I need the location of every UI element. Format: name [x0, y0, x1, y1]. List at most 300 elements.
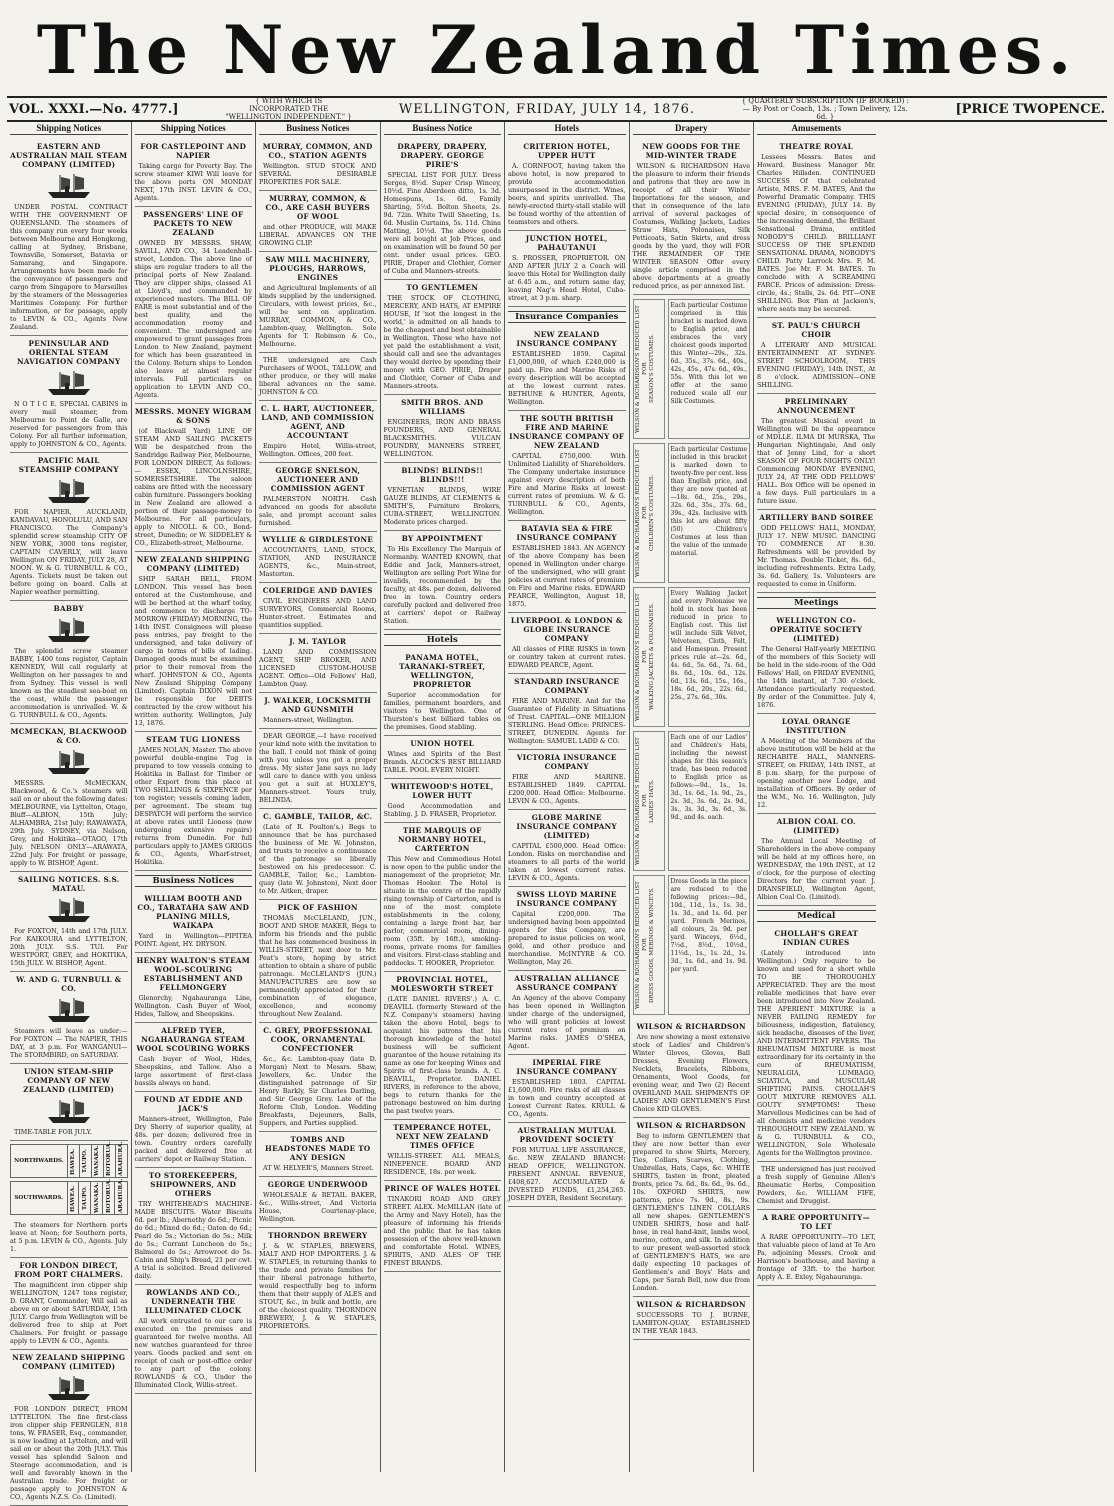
dateline-bar: [7, 98, 1107, 122]
advertisement: [135, 404, 253, 552]
advertisement: [135, 1285, 253, 1394]
reduced-list-block: [633, 443, 751, 583]
advertisement: [508, 139, 626, 231]
ad-body: For FOXTON, 14th and 17th JULY. For KAIKOURA and LYTTELTON, 20th JULY. S.S. TUI. For WESTPORT, GREY, and HOKITIKA, 15th JULY. W. BISHOP, Agent.: [10, 927, 128, 967]
ad-title: MCMECKAN, BLACKWOOD & CO.: [10, 727, 127, 745]
newspaper-title: The New Zealand Times.: [36, 11, 1078, 89]
ad-body: ACCOUNTANTS, LAND, STOCK, STATION, AND INSURANCE AGENTS, &c., Main-street, Masterton.: [259, 546, 377, 578]
reduced-list-side-label: [633, 443, 665, 583]
advertisement: [259, 353, 377, 401]
advertisement: [135, 1023, 253, 1092]
advertisement: [259, 583, 377, 634]
advertisement: [10, 139, 128, 336]
reduced-list-block: [633, 875, 751, 1015]
advertisement: [384, 1181, 502, 1272]
masthead: [7, 4, 1107, 98]
ad-title: NEW ZEALAND SHIPPING COMPANY (LIMITED): [136, 555, 250, 573]
ad-title: PROVINCIAL HOTEL, MOLESWORTH STREET: [390, 975, 494, 993]
ad-title: WHITEWOOD'S HOTEL, LOWER HUTT: [390, 782, 494, 800]
ad-title: ALBION COAL CO. (LIMITED): [776, 817, 856, 835]
ad-title: C. GREY, PROFESSIONAL COOK, ORNAMENTAL CONFECTIONER: [263, 1026, 373, 1053]
ad-body: All classes of FIRE RISKS in town or country taken at current rates. EDWARD PEARCE, Agent.: [508, 645, 626, 669]
ad-title: VICTORIA INSURANCE COMPANY: [516, 753, 617, 771]
ad-body: The splendid screw steamer BABBY, 1400 tons register, Captain KENNEDY, Will call regularly at Wellington on her passages to and from Sydney. This vessel is well known as the steadiest sea-boat on the coast, while the passenger accommodation is unrivalled. W. & G. TURNBULL & CO., Agents.: [10, 647, 128, 719]
ad-title: ARTILLERY BAND SOIREE: [759, 513, 874, 522]
advertisement: [757, 613, 876, 714]
ad-title: JUNCTION HOTEL, PAHAUTANUI: [525, 234, 608, 252]
ad-title: TOMBS AND HEADSTONES MADE TO ANY DESIGN: [265, 1135, 371, 1162]
ad-title: PANAMA HOTEL, TARANAKI-STREET, WELLINGTON, PROPRIETOR: [399, 653, 486, 689]
ad-title: WILLIAM BOOTH AND CO., TARATAHA SAW AND PLANING MILLS, WAIKAPA: [137, 894, 250, 930]
advertisement: [757, 510, 876, 593]
ad-body: A LITERARY AND MUSICAL ENTERTAINMENT AT SYDNEY-STREET SCHOOLROOM, THIS EVENING (FRIDAY), 14th INST., At 8 o'clock. ADMISSION—ONE SHILLING.: [757, 341, 876, 389]
incorporated-note: { WITH WHICH IS INCORPORATED THE "WELLINGTON INDEPENDENT." }: [225, 97, 352, 121]
side-label-item: CHILDREN'S COSTUMES.: [648, 474, 655, 552]
ad-title: CRITERION HOTEL, UPPER HUTT: [523, 142, 611, 160]
ad-body: WHOLESALE & RETAIL BAKER, &c., Willis-street, And Victoria House, Courtenay-place, Wellington.: [259, 1191, 377, 1223]
advertisement: [384, 395, 502, 463]
advertisement: [384, 779, 502, 823]
column-heading: Business Notices: [259, 124, 377, 135]
ad-title: BABBY: [53, 604, 84, 613]
columns: [7, 122, 1107, 1501]
ad-body: JAMES NOLAN, Master. The above powerful double-engine Tug is prepared to tow vessels coming to Hokitika in Ballast for Timber or other Export from this place at TWO SHILLINGS & SIXPENCE per ton register; vessels coming laden, per agreement. The steam tug DESPATCH will perform the service at above rates until Lioness (now undergoing extensive repairs) returns from Dunedin. For full particulars apply to JAMES GRIGGS & CO., Agents, Wharf-street, Hokitika.: [134, 746, 252, 866]
ad-body: (LATE DANIEL RIVERS'.) A. C. DEAVILL (formerly Steward of the N.Z. Company's steamers) having taken the above Hotel, begs to acquaint his patrons that his thorough knowledge of the hotel business will be sufficient guarantee of the house retaining its name as one for keeping Wines and Spirits of first-class brands. A. C. DEAVILL, Proprietor. DANIEL RIVERS, in reference to the above, begs to return thanks for the patronage bestowed on him during the past twelve years.: [383, 995, 501, 1115]
ad-title: IMPERIAL FIRE INSURANCE COMPANY: [516, 1058, 617, 1076]
ad-title: NEW ZEALAND INSURANCE COMPANY: [516, 330, 617, 348]
ad-title: PICK OF FASHION: [277, 903, 358, 912]
timetable-direction: NORTHWARDS.: [11, 1145, 68, 1178]
ship-icon: [46, 1097, 92, 1125]
column-heading: Drapery: [633, 124, 751, 135]
side-label-prefix: WILSON & RICHARDSON'S REDUCED LIST FOR: [634, 449, 648, 577]
ad-title: THEATRE ROYAL: [779, 142, 854, 151]
column-heading: Amusements: [757, 124, 876, 135]
ad-title: UNION HOTEL: [410, 739, 475, 748]
advertisement: [384, 280, 502, 395]
ad-body: Superior accommodation for families, permanent boarders, and visitors to Wellington. One of Thurston's best billiard tables on the premises. Good stabling.: [383, 691, 501, 731]
advertisement: [135, 552, 253, 732]
reduced-list-block: [633, 731, 751, 871]
ad-body: MESSRS. McMECKAN, Blackwood, & Co.'s steamers will sail on or about the following dates: MELBOURNE, via Lyttelton, Otago, Bluff—ALBION, 15th July; ALHAMBRA, 21st July; RAWAWATA, 29th July. SYDNEY, via Nelson, Grey, and Hokitika—OTAGO, 17th July. NELSON ONLY—ARAWATA, 22nd July. For freight or passage, apply to W. BISHOP, Agent.: [10, 779, 128, 867]
advertisement: [384, 823, 502, 972]
ad-body: Manners-street, Wellington, Pale Dry Sherry of superior quality, at 48s. per dozen; delivered free in town. Country orders carefully packed and delivered free at carriers' depot or Railway Station.: [134, 1115, 252, 1163]
ad-title: NEW GOODS FOR THE MID-WINTER TRADE: [642, 142, 741, 160]
ad-title: TO GENTLEMEN: [406, 283, 479, 292]
advertisement: [508, 1123, 626, 1207]
ad-title: THE MARQUIS OF NORMANBY HOTEL, CARTERTON: [398, 826, 487, 853]
advertisement: [633, 1118, 751, 1297]
ad-body: A RARE OPPORTUNITY—TO LET, that valuable piece of land at Te Aro Pa, adjoining Messrs. Crook and Harrison's boathouse, and having a frontage of 33ft. to the harbor. Apply A. E. Exley, Ngahauranga.: [757, 1233, 876, 1281]
ad-body: ESTABLISHED 1859. Capital £1,000,000, of which £240,000 is paid up. Fire and Marine Risks of every description will be accepted at the lowest current rates. BETHUNE & HUNTER, Agents, Wellington.: [508, 350, 626, 406]
ad-body: (Lately introduced into Wellington.) Only require to be known and used for a short while TO BE THOROUGHLY APPRECIATED. They are the most reliable medicines that have ever been introduced into New Zealand. THE APERIENT MIXTURE is a NEVER FAILING REMEDY for biliousness, indigestion, flatulency, sick headache, diseases of the liver, AND INTERMITTENT FEVERS. The RHEUMATISM MIXTURE is most extraordinary for its certainty in the cure of RHEUMATISM, NEURALGIA, LUMBAGO, SCIATICA, and MUSCULAR SHIFTING PAINS. CHOLLAH'S GOUT MIXTURE REMOVES ALL GOUTY SYMPTOMS! These Marvellous Medicines can be had of all chemists and medicine vendors THROUGHOUT NEW ZEALAND. W. & G. TURNBULL & CO., WELLINGTON, Sole Wholesale Agents for the Wellington province.: [757, 949, 876, 1157]
timetable-ship: ROTORUA.: [103, 1182, 115, 1215]
column-4: [381, 122, 506, 1472]
ad-body: TIME-TABLE FOR JULY.: [14, 1128, 92, 1136]
ad-title: J. WALKER, LOCKSMITH AND GUNSMITH: [264, 696, 372, 714]
ad-body: ODD FELLOWS' HALL, MONDAY, JULY 17. NEW MUSIC. DANCING TO COMMENCE AT 8.30. Refreshments will be provided by Mr. Thomas. Double Ticket, 8s. 6d., including refreshments. Extra Lady, 3s. 6d. Gallery, 1s. Volunteers are requested to come in Uniform.: [757, 524, 876, 588]
ad-body: Lessees Messrs. Bates and Howard. Business Manager Mr. Charles Hillsden. CONTINUED SUCCESS Of that celebrated Artiste, MRS. F. M. BATES, And the Powerful Dramatic Company. THIS EVENING (FRIDAY), JULY 14. By special desire, in consequence of the increasing demand, the Brilliant Sensational Drama, entitled NOBODY'S CHILD. BRILLIANT SUCCESS OF THE SPLENDID SENSATIONAL DRAMA, NOBODY'S CHILD. Patty Larrock Mrs. F. M. BATES. Joe Mr. F. M. BATES. To conclude with A SCREAMING FARCE. Prices of admission: Dress-circle, 4s.; Stalls, 2s. 6d. PIT—ONE SHILLING. Box Plan at Jackson's, where seats may be secured.: [757, 153, 876, 313]
ad-title: ROWLANDS AND CO., UNDERNEATH THE ILLUMINATED CLOCK: [145, 1288, 242, 1315]
advertisement: [10, 453, 128, 601]
advertisement: [259, 463, 377, 532]
section-heading: Meetings: [757, 597, 876, 609]
reduced-list-side-label: [633, 299, 665, 439]
advertisement: [135, 1092, 253, 1168]
ad-body: and other PRODUCE, will MAKE LIBERAL ADVANCES ON THE GROWING CLIP.: [259, 223, 377, 247]
ad-title: AUSTRALIAN ALLIANCE ASSURANCE COMPANY: [514, 974, 620, 992]
ad-title: W. AND G. TURNBULL & CO.: [16, 975, 122, 993]
advertisement: [508, 327, 626, 411]
ad-body: DEAR GEORGE,—I have received your kind note with the invitation to the ball. I could not think of going with you unless you got a proper dress. My sister Jane says no lady will care to dance with you unless you get a suit at HUXLEY'S, Manners-street. Yours truly, BELINDA.: [259, 732, 377, 804]
ad-body: AT W. HELYER'S, Manners Street.: [263, 1164, 374, 1172]
advertisement: [259, 252, 377, 353]
ad-body: Taking cargo for Poverty Bay. The screw steamer KIWI Will leave for the above ports ON MONDAY NEXT, 17th INST. LEVIN & CO., Agents.: [134, 162, 252, 202]
ad-title: LIVERPOOL & LONDON & GLOBE INSURANCE COMPANY: [510, 616, 623, 643]
timetable-south: [10, 1178, 128, 1215]
advertisement: [259, 693, 377, 729]
timetable-ship: TAUPO.: [79, 1182, 91, 1215]
advertisement: [10, 1258, 128, 1350]
ad-title: UNION STEAM-SHIP COMPANY OF NEW ZEALAND (LIMITED): [23, 1067, 115, 1094]
advertisement: [508, 810, 626, 887]
advertisement: [757, 394, 876, 510]
reduced-list-text: Each particular Costume comprised in this bracket is marked down to English price, and embraces the very choicest goods imported this Winter—29s., 32s. 6d., 35s., 37s. 6d., 40s., 42s., 45s., 47s. 6d., 49s., 55s. With this lot we offer at the same reduced scale all our Silk Costumes.: [668, 299, 751, 439]
advertisement: [384, 1120, 502, 1181]
ad-body: FOR MUTUAL LIFE ASSURANCE, &c. NEW ZEALAND BRANCH: HEAD OFFICE, WELLINGTON. PRESENT ANNUAL REVENUE, £408,627. ACCUMULATED & INVESTED FUNDS, £1,254,265. JOSEPH DYER, Resident Secretary.: [508, 1146, 626, 1202]
column-3: [256, 122, 381, 1472]
ad-title: TO STOREKEEPERS, SHIPOWNERS, AND OTHERS: [148, 1171, 238, 1198]
advertisement: [10, 872, 128, 972]
advertisement: [135, 891, 253, 953]
ad-body: The Annual Local Meeting of Shareholders in the above company will be held at my offices here, on WEDNESDAY, the 19th INST., at 12 o'clock, for the purpose of electing Directors for the current year. J. DRANSFIELD, Wellington Agent, Albion Coal Co. (Limited).: [757, 837, 876, 901]
ad-body: and Agricultural Implements of all kinds supplied by the undersigned. Circulars, with lowest prices, &c., will be sent on application. MURRAY, COMMON, & CO., Lambton-quay, Wellington. Sole Agents for T. Robinson & Co., Melbourne.: [259, 284, 377, 348]
column-7: [754, 122, 879, 1472]
reduced-list-text: Dress Goods in the piece are reduced to the following prices:—9d., 10d., 11d., 1s., 1s. 3d., 1s. 3d., and 1s. 6d. per yard. French Merinos, all colours, 2s. 9d. per yard. Winceys, 6½d., 7½d., 8½d., 10½d., 11½d., 1s., 1s. 2d., 1s. 3d., 1s. 6d., and 1s. 9d. per yard.: [668, 875, 751, 1015]
ad-body: OWNED BY MESSRS. SHAW, SAVILL, AND CO., 34 Leadenhall-street, London. The above line of ships are regular traders to all the principal ports of New Zealand. They are clipper ships, classed A1 at Lloyd's, and commanded by experienced masters. The BILL OF FARE is most substantial and of the best quality, and the accommodation roomy and convenient. The undersigned are empowered to grant passages from London to New Zealand, payment for which has been guaranteed in the Colony. Return ships to London also leave at almost regular intervals. Full particulars on application to LEVIN AND CO., Agents.: [134, 239, 252, 399]
timetable-direction: SOUTHWARDS.: [11, 1182, 68, 1215]
ad-body: A. CORNFOOT, having taken the above hotel, is now prepared to provide accommodation unsurpassed in the district. Wines, beers, and spirits unrivalled. The newly-erected thirty-stall stable will be found worthy of the attention of teamsters and others.: [508, 162, 626, 226]
ad-body: THE STOCK OF CLOTHING, MERCERY, AND HATS, AT EMPIRE HOUSE, If 'not the longest in the world,' is admitted on all hands to be the cheapest and best obtainable in Wellington. Those who have not yet paid the establishment a visit, should call and see the advantages they would derive by spending their money with GEO. PIRIE, Draper and Clothier, Corner of Cuba and Manners-streets.: [383, 294, 501, 390]
ad-body: &c., &c. Lambton-quay (late D. Morgan) Next to Messrs. Shaw, Jewellers, &c. Under the distinguished patronage of Sir Henry Barkly, Sir Charles Darling, and Sir George Grey. Late of the Reform Club, London. Wedding Breakfasts, Dejeuners, Balls, Suppers, and Parties supplied.: [259, 1055, 377, 1127]
timetable-ship: ARAHURA.: [115, 1145, 127, 1178]
ad-title: C. GAMBLE, TAILOR, &C.: [263, 812, 373, 821]
ad-title: BATAVIA SEA & FIRE INSURANCE COMPANY: [516, 524, 617, 542]
advertisement: [508, 613, 626, 674]
issue-date: WELLINGTON, FRIDAY, JULY 14, 1876.: [398, 101, 696, 117]
advertisement: [259, 532, 377, 583]
subscription-note: { QUARTERLY SUBSCRIPTION (IF BOOKED) :— By Post or Coach, 13s. ; Town Delivery, 12s. 6d. }: [741, 97, 909, 121]
ad-title: EASTERN AND AUSTRALIAN MAIL STEAM COMPANY (LIMITED): [10, 142, 128, 169]
column-heading: Shipping Notices: [135, 124, 253, 135]
advertisement: [259, 809, 377, 900]
advertisement: [757, 1162, 876, 1210]
volume-number: VOL. XXXI.—No. 4777.]: [9, 101, 179, 117]
ad-body: SHIP SARAH BELL, FROM LONDON. This vessel has been entered at the Customhouse, and will be berthed at the wharf today, and commence to discharge TO-MORROW (FRIDAY) MORNING, the 14th INST. Consignees will please pass entries, pay freight to the undersigned, and take delivery of cargo in terms of bills of lading. Damaged goods must be examined prior to their removal from the wharf. JOHNSTON & CO., Agents New Zealand Shipping Company (Limited). Captain DIXON will not be responsible for DEBTS contracted by the crew without his written authority. Wellington, July 13, 1876.: [134, 575, 252, 727]
advertisement: [508, 231, 626, 307]
column-1: [7, 122, 132, 1501]
ad-title: FOR LONDON DIRECT, FROM PORT CHALMERS.: [14, 1261, 124, 1279]
ad-title: SAILING NOTICES. S.S. MATAU.: [17, 875, 120, 893]
reduced-list-block: [633, 587, 751, 727]
advertisement: [508, 674, 626, 750]
ad-body: WILSON & RICHARDSON Have the pleasure to inform their friends and patrons that they are now in receipt of all their Winter Importations for the season, and that in consequence of the late arrival of several packages of Costumes, Walking Jackets, Ladies Straw Hats, Polonaises, Silk Petticoats, Satin Skirts, and dress goods by the yard, they will FOR THE REMAINDER OF THE WINTER SEASON Offer every single article comprised in the above departments at a greatly reduced price, as per annexed list.: [632, 162, 750, 290]
ad-body: Good Accommodation and Stabling. J. D. FRASER, Proprietor.: [383, 802, 501, 818]
ad-title: BLINDS! BLINDS!! BLINDS!!!: [401, 466, 484, 484]
ad-body: To His Excellency The Marquis of Normanby. WANTED KNOWN, that Eddie and Jack, Manners-street, Wellington are selling Port Wine for invalids, recommended by the faculty, at 48s. per dozen, delivered free in town. Country orders carefully packed and delivered free at carriers' depot or Railway Station.: [383, 545, 501, 625]
ship-icon: [46, 477, 92, 505]
newspaper-page: [7, 4, 1107, 1501]
ad-title: MURRAY, COMMON, AND CO., STATION AGENTS: [262, 142, 373, 160]
advertisement: [259, 1177, 377, 1228]
advertisement: [259, 634, 377, 693]
ad-body: VENETIAN BLINDS, WIRE GAUZE BLINDS, AT CLEMENTS & SMITH'S, Furniture Brokers, CUBA-STREET, WELLINGTON. Moderate prices charged.: [383, 486, 501, 526]
advertisement: [259, 729, 377, 809]
ad-title: SWISS LLOYD MARINE INSURANCE COMPANY: [516, 890, 617, 908]
section-heading: Hotels: [384, 634, 502, 646]
ad-title: ALFRED TYER, NGAHAURANGA STEAM WOOL SCOURING WORKS: [136, 1026, 251, 1053]
ad-title: C. L. HART, AUCTIONEER, LAND, AND COMMISSION AGENT, AND ACCOUNTANT: [260, 404, 375, 440]
ad-body: CIVIL ENGINEERS AND LAND SURVEYORS, Commercial Rooms, Hunter-street. Estimates and quantities supplied.: [259, 597, 377, 629]
ad-title: PENINSULAR AND ORIENTAL STEAM NAVIGATION COMPANY: [17, 339, 121, 366]
side-label-prefix: WILSON & RICHARDSON'S REDUCED LIST FOR: [634, 305, 648, 433]
column-6: [630, 122, 755, 1472]
advertisement: [508, 971, 626, 1055]
ad-body: LAND AND COMMISSION AGENT, SHIP BROKER, AND LICENSED CUSTOM-HOUSE AGENT. Office—Old Fellows' Hall, Lambton Quay.: [259, 648, 377, 688]
ad-body: Cash buyer of Wool, Hides, Sheepskins, and Tallow. Also a large assortment of first-class bassils always on hand.: [134, 1055, 252, 1087]
advertisement: [135, 139, 253, 207]
ad-body: ESTABLISHED 1803. CAPITAL £1,600,000. Fire risks of all classes in town and country accepted at Lowest Current Rates. KRULL & CO., Agents.: [508, 1078, 626, 1118]
ad-body: UNDER POSTAL CONTRACT WITH THE GOVERNMENT OF QUEENSLAND. The steamers of this company run every four weeks between Melbourne and Hongkong, calling at Sydney, Brisbane, Townsville, Somerset, Batavia or Samarang, and Singapore. Arrangements have been made for the conveyance of passengers and cargo from Singapore to Marseilles by the steamers of the Messageries Maritimes Company. For further information, or for passage, apply to LEVIN & CO., Agents New Zealand.: [10, 203, 128, 331]
ad-body: The General Half-yearly MEETING of the members of this Society will be held in the side-room of the Odd Fellows' Hall, on FRIDAY EVENING, the 14th instant, at 7.30 o'clock. Attendance particularly requested. By order of the Committee. July 4, 1876.: [757, 645, 876, 709]
ad-body: Are now showing a most extensive stock of Ladies' and Children's Winter Gloves, Gloves, Ball Dresses, Evening Flowers, Necklets, Bracelets, Ribbons, Ornaments, Wool Goods, for evening wear, and Two (2) Recent OVERLAND MAIL SHIPMENTS OF LADIES' AND GENTLEMEN'S First Choice KID GLOVES.: [632, 1033, 750, 1113]
advertisement: [508, 887, 626, 971]
section-heading: Insurance Companies: [508, 311, 626, 323]
ad-body: Wellington. STUD STOCK AND SEVERAL DESIRABLE PROPERTIES FOR SALE.: [259, 162, 377, 186]
advertisement: [10, 601, 128, 724]
timetable-ship: ROTORUA.: [103, 1145, 115, 1178]
advertisement: [135, 732, 253, 871]
ad-title: SMITH BROS. AND WILLIAMS: [401, 398, 484, 416]
reduced-list-text: Each one of our Ladies' and Children's Hats, including the newest shapes for this season's trade, has been reduced to English price as follows:—9d., 1s., 1s. 3d., 1s. 6d., 1s. 9d., 2s., 2s. 3d., 3s. 6d., 2s. 9d., 3s., 3s. 3d., 3s. 6d., 3s. 9d., and 4s. each.: [668, 731, 751, 871]
ad-body: The magnificent iron clipper ship WELLINGTON, 1247 tons register, D. GRANT, Commander, Will sail as above on or about SATURDAY, 15th JULY. Cargo from Wellington will be delivered free to ship at Port Chalmers. For freight or passage apply to LEVIN & CO., Agents.: [10, 1281, 128, 1345]
ad-title: NEW ZEALAND SHIPPING COMPANY (LIMITED): [12, 1353, 126, 1371]
ad-body: CAPITAL £750,000. With Unlimited Liability of Shareholders. The Company undertake insurance against every description of both Fire and Marine Risks at lowest current rates of premium. W. & G. TURNBULL & CO., Agents, Wellington.: [508, 452, 626, 516]
ad-title: COLERIDGE AND DAVIES: [262, 586, 373, 595]
ad-body: Steamers will leave as under:— For FOXTON — The NAPIER, THIS DAY, at 3 p.m. For WANGANUI—The STORMBIRD, on SATURDAY.: [10, 1027, 128, 1059]
side-label-prefix: WILSON & RICHARDSON'S REDUCED LIST FOR: [634, 881, 648, 1009]
ad-title: AUSTRALIAN MUTUAL PROVIDENT SOCIETY: [517, 1126, 616, 1144]
advertisement: [259, 1023, 377, 1132]
column-heading: Hotels: [508, 124, 626, 135]
advertisement: [10, 724, 128, 872]
advertisement: [135, 953, 253, 1023]
timetable-ship: WANAKA.: [91, 1145, 103, 1178]
ad-body: TRY WHITEHEAD'S MACHINE-MADE BISCUITS. Water Biscuits 6d. per lb.; Abernethy do 6d.; Picnic do 6d.; Mixed do 6d.; Oaten do 6d.; Pearl do 5s.; Victorian do 5s.; Milk do 5s.; Currant Luncheon do 5s.; Balmoral do 5s.; Arrowroot do 5s. Cabin and Ship's Bread, 21 per cwt. A trial is solicited. Bread delivered daily.: [134, 1200, 252, 1280]
ad-body: N O T I C E. SPECIAL CABINS in every mail steamer, from Melbourne to Point de Galle, are reserved for passengers from this Colony. For all further information, apply to JOHNSTON & CO., Agents.: [10, 400, 128, 448]
ad-title: PRINCE OF WALES HOTEL: [384, 1184, 501, 1193]
column-heading: Shipping Notices: [10, 124, 128, 135]
ad-title: A RARE OPPORTUNITY—TO LET: [762, 1213, 871, 1231]
ad-title: GLOBE MARINE INSURANCE COMPANY (LIMITED): [516, 813, 617, 840]
advertisement: [259, 1132, 377, 1177]
ad-body: The greatest Musical event in Wellington will be the appearance of MDLLE. ILMA DI MURSKA, The Hungarian Nightingale, And only that of Jenny Lind, for a short SEASON OF FOUR NIGHTS ONLY! Commencing MONDAY EVENING, JULY 24, AT THE ODD FELLOWS' HALL. Box Office will be opened in a few days. Full particulars in a future issue.: [757, 417, 876, 505]
ad-title: WILSON & RICHARDSON: [636, 1022, 746, 1031]
side-label-item: SEASON'S COSTUMES.: [648, 334, 655, 404]
ad-body: ESTABLISHED 1843. AN AGENCY of the above Company has been opened in Wellington under charge of the undersigned, who will grant policies at current rates of premium on Fire and Marine risks. EDWARD PEARCE, Wellington, August 18, 1875.: [508, 544, 626, 608]
ship-icon: [46, 1374, 92, 1402]
ship-icon: [46, 616, 92, 644]
ad-title: DRAPERY, DRAPERY, DRAPERY. GEORGE PIRIE'S: [397, 142, 488, 169]
ad-title: THORNDON BREWERY: [268, 1231, 368, 1240]
advertisement: [633, 1297, 751, 1340]
ad-body: Capital £200,000. The undersigned having been appointed agents for this Company, are prepared to issue policies on wool, gold, and other produce and merchandise. McINTYRE & CO. Wellington, May 26.: [508, 910, 626, 966]
ad-body: THE undersigned has just received a fresh supply of Genuine Allen's Rheumatic Herbs, Composition Powders, &c. WILLIAM FIFE, Chemist and Druggist.: [757, 1165, 876, 1205]
column-2: [132, 122, 257, 1472]
ad-title: WYLLIE & GIRDLESTONE: [262, 535, 374, 544]
ad-body: FOR LONDON DIRECT, FROM LYTTELTON. The fine first-class iron clipper ship FERNGLEN, 818 tons, W. FRASER, Esq., commander, is now loading at Lyttelton, and will sail on or about the 20th JULY. This vessel has splendid Saloon and Steerage accommodation, and is well and favorably known in the Australian trade. For freight or passage apply to JOHNSTON & CO., Agents N.Z.S. Co. (Limited).: [10, 1405, 128, 1501]
advertisement: [633, 1019, 751, 1118]
ad-title: ST. PAUL'S CHURCH CHOIR: [771, 321, 861, 339]
advertisement: [135, 1168, 253, 1285]
reduced-list-text: Each particular Costume included in this bracket is marked down to twenty-five per cent. less than English price, and they are now quoted at—18s. 6d., 25s., 29s., 32s. 6d., 35s., 37s. 6d., 39s., 42s. Inclusive with this lot are about fifty (50) Children's Costumes at less than the value of the unmade material.: [668, 443, 751, 583]
advertisement: [633, 139, 751, 295]
side-label-item: WALKING JACKETS & POLONAISES.: [648, 603, 655, 711]
ad-body: CAPITAL £500,000. Head Office: London. Risks on merchandise and steamers to all parts of the world taken at lowest current rates. LEVIN & CO., Agents.: [508, 842, 626, 882]
ad-body: FIRE AND MARINE. And for the Guarantee of Fidelity in Situations of Trust. CAPITAL—ONE MILLION STERLING. Head Office: PRINCES-STREET, DUNEDIN. Agents for Wellington: SAMUEL LADD & CO.: [508, 697, 626, 745]
advertisement: [259, 191, 377, 252]
ad-body: SPECIAL LIST FOR JULY. Dress Serges, 8½d. Super Crisp Wincey, 10½d. Fine Aberdeen ditto, 1s. 3d. Homespuns, 1s. 6d. Family Shirting, 5½d. Bolton Sheets, 2s. 9d. 72in. White Twill Sheeting, 1s. 6d. Muslin Curtains, 5s. 11d. China Matting, 10½d. The above goods were all bought at Job Prices, and on examination will be found 50 per cent. under usual prices. GEO. PIRIE, Draper and Clothier, Corner of Cuba and Manners-streets.: [383, 171, 501, 275]
advertisement: [384, 463, 502, 531]
reduced-list-text: Every Walking Jacket and every Polonaise we hold in stock has been reduced in price to English cost. This list will include Silk Velvet, Velveteen, Cloth, Felt, and Homespun. Present prices rule at—2s. 6d., 4s. 6d., 5s. 6d., 7s. 6d., 8s. 6d., 10s. 6d., 12s. 6d., 13s. 6d., 15s., 16s., 18s. 6d., 20s., 22s. 6d., 25s., 27s. 6d., 30s.: [668, 587, 751, 727]
ad-body: The steamers for Northern ports leave at Noon; for Southern ports, at 5 p.m. LEVIN & CO., Agents. July 1.: [10, 1221, 128, 1253]
advertisement: [757, 1210, 876, 1286]
advertisement: [757, 814, 876, 906]
side-label-prefix: WILSON & RICHARDSON'S REDUCED LIST FOR: [634, 593, 648, 721]
ad-title: PRELIMINARY ANNOUNCEMENT: [777, 397, 856, 415]
ad-body: S. PROSSER, PROPRIETOR. ON AND AFTER JULY 2 a Coach will leave this Hotel for Wellington daily at 6.45 a.m., and return same day, leaving Nag's Head Hotel, Cuba-street, at 3 p.m. sharp.: [508, 254, 626, 302]
ad-body: Empire Hotel, Willis-street, Wellington. Offices, 200 feet.: [259, 442, 377, 458]
ad-title: WELLINGTON CO-OPERATIVE SOCIETY (LIMITED): [770, 616, 863, 643]
ad-title: MESSRS. MONEY WIGRAM & SONS: [134, 407, 252, 425]
advertisement: [10, 1218, 128, 1258]
ad-body: ENGINEERS, IRON AND BRASS FOUNDERS, AND GENERAL BLACKSMITHS. VULCAN FOUNDRY, MANNERS STREET, WELLINGTON.: [383, 418, 501, 458]
ad-title: J. M. TAYLOR: [289, 637, 347, 646]
ad-title: LOYAL ORANGE INSTITUTION: [781, 717, 851, 735]
advertisement: [384, 531, 502, 630]
ad-body: An Agency of the above Company has been opened in Wellington under charge of the undersigned, who will grant policies at lowest current rates of premium on Marine risks. JAMES O'SHEA, Agent.: [508, 994, 626, 1050]
ad-body: THE undersigned are Cash Purchasers of WOOL, TALLOW, and other produce, or they will make liberal advances on the same. JOHNSTON & CO.: [259, 356, 377, 396]
advertisement: [508, 1055, 626, 1123]
ship-icon: [46, 172, 92, 200]
ad-body: Glenorchy, Ngahauranga Line, Wellington. Cash Buyer of Wool, Hides, Tallow, and Sheepskins.: [134, 994, 252, 1018]
advertisement: [757, 926, 876, 1162]
side-label-prefix: WILSON & RICHARDSON'S REDUCED LIST FOR: [634, 737, 648, 865]
advertisement: [10, 1064, 128, 1141]
ad-body: A Meeting of the Members of the above institution will be held at the RECHABITE HALL, MANNERS-STREET, on FRIDAY, 14th INST., at 8 p.m. sharp, for the purpose of opening another new Lodge, and installation of Officers. By order of the W.M., No. 16. Wellington, July 12.: [757, 737, 876, 809]
advertisement: [508, 411, 626, 521]
section-heading: Business Notices: [135, 875, 253, 887]
timetable-ship: HAWEA.: [67, 1145, 79, 1178]
advertisement: [259, 1228, 377, 1335]
side-label-item: DRESS GOODS, MERINOS & WINCEYS.: [648, 887, 655, 1003]
timetable-ship: HAWEA.: [67, 1182, 79, 1215]
ad-title: BY APPOINTMENT: [401, 534, 483, 543]
ad-body: THOMAS McCLELAND, JUN., BOOT AND SHOE MAKER, Begs to inform his friends and the public that he has commenced business in WILLIS-STREET, next door to Mr. Peat's store, hoping by strict attention to obtain a share of public patronage. McCLELAND'S (JUN.) MANUFACTURES are now so permanently appreciated for their combination of elegance, excellence, and economy throughout New Zealand.: [259, 914, 377, 1018]
advertisement: [259, 401, 377, 463]
ad-title: PASSENGERS' LINE OF PACKETS TO NEW ZEALAND: [143, 210, 244, 237]
ad-title: HENRY WALTON'S STEAM WOOL-SCOURING ESTABLISHMENT AND FELLMONGERY: [136, 956, 250, 992]
ad-body: PALMERSTON NORTH. Cash advanced on goods for absolute sale, and prompt account sales furnished.: [259, 495, 377, 527]
ad-title: GEORGE SNELSON, AUCTIONEER AND COMMISSION AGENT: [270, 466, 365, 493]
advertisement: [259, 900, 377, 1023]
advertisement: [757, 139, 876, 318]
side-label-item: LADIES' HATS.: [648, 779, 655, 823]
column-heading: Business Notice: [384, 124, 502, 135]
timetable-ship: ARAHURA.: [115, 1182, 127, 1215]
ad-title: STANDARD INSURANCE COMPANY: [514, 677, 620, 695]
ad-body: Beg to inform GENTLEMEN that they are now better than ever prepared to show Shirts, Mercery, Ties, Collars, Scarves, Clothing, Umbrellas, Hats, Caps, &c. WHITE SHIRTS, fasten in front, pleated fronts, price 7s. 6d., 8s. 6d., 9s. 6d., 10s. OXFORD SHIRTS, new patterns, price 7s. 9d., 8s., 9s. GENTLEMEN'S LINEN COLLARS all new shapes. GENTLEMEN'S UNDER SHIRTS, hose and half-hose, in real hand-knit, lambs wool, merino, cotton, and silk. In addition to our present well-assorted stock of GENTLEMEN'S HATS, we are daily expecting 10 packages of Gentlemen's and Boys' Hats and Caps, per Sarah Bell, now due from London.: [632, 1132, 750, 1292]
ship-icon: [46, 996, 92, 1024]
ad-title: THE SOUTH BRITISH FIRE AND MARINE INSURANCE COMPANY OF NEW ZEALAND: [509, 414, 625, 450]
section-heading: Medical: [757, 910, 876, 922]
ad-title: STEAM TUG LIONESS: [146, 735, 241, 744]
ad-title: FOR CASTLEPOINT AND NAPIER: [140, 142, 247, 160]
timetable-north: [10, 1141, 128, 1178]
advertisement: [10, 1350, 128, 1506]
ad-body: SUCCESSORS TO J. BURNE, LAMBTON-QUAY, ESTABLISHED IN THE YEAR 1843.: [632, 1311, 750, 1335]
reduced-list-block: [633, 299, 751, 439]
advertisement: [384, 139, 502, 280]
advertisement: [384, 736, 502, 779]
ad-body: TINAKORI ROAD AND GREY STREET. ALEX. McMILLAN (late of the Army and Navy Hotel), has the pleasure of informing his friends and the public that he has taken possession of the above well-known and comfortable Hotel. WINES, SPIRITS, AND ALES OF THE FINEST BRANDS.: [383, 1195, 501, 1267]
ad-body: All work entrusted to our care is executed on the premises and guaranteed for twelve months. All new watches guaranteed for three years. Goods packed and sent on receipt of cash or post-office order to any part of the colony. ROWLANDS & CO., Under the Illuminated Clock, Willis-street.: [134, 1317, 252, 1389]
ship-icon: [46, 896, 92, 924]
ad-title: PACIFIC MAIL STEAMSHIP COMPANY: [18, 456, 119, 474]
advertisement: [508, 521, 626, 613]
advertisement: [508, 750, 626, 810]
column-5: [505, 122, 630, 1472]
ad-body: J. & W. STAPLES, BREWERS, MALT AND HOP IMPORTERS. J. & W. STAPLES, in returning thanks to the trade and private families for their liberal patronage hitherto, would respectfully beg to inform them that their supply of ALES and STOUT, &c., in bulk and bottle, are of the choicest quality. THORNDON BREWERY, J. & W. STAPLES, PROPRIETORS.: [259, 1242, 377, 1330]
ad-title: SAW MILL MACHINERY, PLOUGHS, HARROWS, ENGINES: [265, 255, 371, 282]
advertisement: [384, 972, 502, 1120]
ad-body: Yard in Wellington—PIPITEA POINT. Agent, HY. DRYSON.: [134, 932, 252, 948]
ship-icon: [46, 748, 92, 776]
reduced-list-side-label: [633, 731, 665, 871]
ship-icon: [46, 369, 92, 397]
ad-body: FIRE AND MARINE. ESTABLISHED 1849. CAPITAL £200,000. Head Office: Melbourne. LEVIN & CO., Agents.: [508, 773, 626, 805]
advertisement: [384, 650, 502, 736]
ad-body: This New and Commodious Hotel is now open to the public under the management of the proprietor, Mr. Thomas Hooker. The Hotel is situate in the centre of the rapidly rising township of Carterton, and is one of the most complete establishments in the colony, containing a large front bar, bar parlor, commercial room, dining-room (35ft. by 16ft.), smoking-rooms, private rooms for families and visitors. First-class stabling and paddocks. T. HOOKER, Proprietor.: [383, 855, 501, 967]
advertisement: [757, 318, 876, 394]
ad-title: WILSON & RICHARDSON: [636, 1121, 746, 1130]
advertisement: [10, 972, 128, 1064]
ad-body: WILLIS-STREET. ALL MEALS, NINEPENCE. BOARD AND RESIDENCE, 18s. per week.: [383, 1152, 501, 1176]
advertisement: [10, 336, 128, 453]
ad-body: (of Blackwall Yard) LINE OF STEAM AND SAILING PACKETS Will be despatched from the Sandridge Railway Pier, Melbourne, FOR LONDON DIRECT, As follows:— ESSEX, LINCOLNSHIRE, SOMERSETSHIRE. The saloon cabins are fitted with the necessary cabin furniture. Passengers booking in New Zealand are allowed a portion of their passage-money to Melbourne. For all particulars, apply to NICOLL & CO., Bond-street, Dunedin; or W. SIDDELEY & CO., Elizabeth-street, Melbourne.: [134, 427, 252, 547]
advertisement: [259, 139, 377, 191]
timetable-ship: TAUPO.: [79, 1145, 91, 1178]
ad-title: FOUND AT EDDIE AND JACK'S: [143, 1095, 243, 1113]
ad-title: GEORGE UNDERWOOD: [267, 1180, 368, 1189]
advertisement: [135, 207, 253, 404]
advertisement: [757, 714, 876, 814]
ad-title: MURRAY, COMMON, & CO., ARE CASH BUYERS OF WOOL: [265, 194, 370, 221]
ad-body: Manners-street, Wellington.: [263, 716, 354, 724]
reduced-list-side-label: [633, 875, 665, 1015]
ad-title: WILSON & RICHARDSON: [636, 1300, 746, 1309]
ad-title: CHOLLAH'S GREAT INDIAN CURES: [774, 929, 859, 947]
